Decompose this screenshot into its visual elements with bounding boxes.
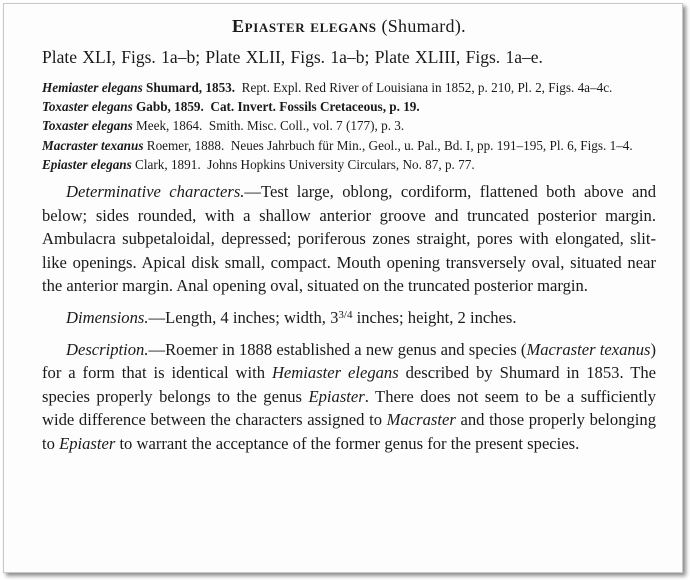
- description-heading: Description.: [66, 339, 149, 359]
- dimensions-text-before: —Length, 4 inches; width, 3: [148, 307, 339, 327]
- synonym-author: Roemer, 1888.: [146, 137, 225, 153]
- synonym-author: Clark, 1891.: [135, 156, 201, 172]
- synonym-reference: Rept. Expl. Red River of Louisiana in 1852, p. 210, Pl. 2, Figs. 4a–4c.: [241, 80, 613, 95]
- synonym-reference: Smith. Misc. Coll., vol. 7 (177), p. 3.: [208, 118, 405, 134]
- synonym-name: Macraster texanus: [42, 137, 144, 153]
- description-taxon: Epiaster: [59, 433, 116, 453]
- species-title: [42, 16, 656, 37]
- synonymy-entry: [42, 78, 656, 97]
- synonym-reference: Johns Hopkins University Circulars, No. 87, p. 77.: [207, 156, 475, 172]
- synonym-author: Meek, 1864.: [136, 118, 203, 134]
- description-taxon: Macraster: [386, 410, 456, 430]
- description-text: described by Shumard in 1853. The species properly belongs to the genus: [42, 363, 656, 406]
- synonymy-list: [42, 78, 656, 174]
- description-taxon: Hemiaster elegans: [271, 363, 399, 383]
- dimensions-text-after: inches; height, 2 inches.: [352, 307, 517, 327]
- synonymy-entry: [42, 136, 656, 155]
- synonym-name: Epiaster elegans: [42, 156, 132, 172]
- determinative-characters-paragraph: [42, 180, 656, 298]
- synonym-reference: Neues Jahrbuch für Min., Geol., u. Pal., Bd. I, pp. 191–195, Pl. 6, Figs. 1–4.: [230, 137, 633, 153]
- synonymy-entry: [42, 97, 656, 116]
- synonym-author: Shumard, 1853.: [146, 80, 236, 95]
- determinative-heading: Determinative characters.: [66, 182, 245, 202]
- description-text: ) for a form that is identical with: [42, 339, 656, 383]
- description-paragraph: [42, 338, 656, 456]
- dimensions-heading: Dimensions.: [66, 307, 149, 327]
- description-text: to warrant the acceptance of the former genus for the present species.: [115, 433, 580, 453]
- synonymy-entry: [42, 155, 656, 174]
- dimensions-fraction: 3/4: [338, 308, 353, 321]
- plate-references: Plate XLI, Figs. 1a–b; Plate XLII, Figs. 1a–b; Plate XLIII, Figs. 1a–e.: [42, 47, 543, 67]
- description-text: —Roemer in 1888 established a new genus and species (: [148, 339, 527, 359]
- synonymy-entry: [42, 116, 656, 135]
- synonym-name: Hemiaster elegans: [42, 80, 143, 95]
- synonym-reference: Cat. Invert. Fossils Cretaceous, p. 19.: [210, 99, 420, 115]
- determinative-text: —Test large, oblong, cordiform, flattened both above and below; sides rounded, with a shallow anterior groove and truncated posterior margin. Ambulacra subpetaloidal, depressed; poriferous zones straight, pores with elongated, slit-like openings. Apical disk small, compact. Mouth opening transversely oval, situated near the anterior margin. Anal opening oval, situated on the truncated posterior margin.: [42, 182, 656, 296]
- document-page: [42, 14, 656, 456]
- synonym-author: Gabb, 1859.: [136, 99, 204, 115]
- species-name: Epiaster elegans: [232, 16, 377, 36]
- synonym-name: Toxaster elegans: [42, 99, 133, 115]
- description-taxon: Macraster texanus: [526, 339, 651, 359]
- description-taxon: Epiaster: [308, 386, 365, 406]
- dimensions-paragraph: [42, 304, 656, 330]
- synonym-name: Toxaster elegans: [42, 118, 133, 134]
- species-author: (Shumard).: [381, 16, 466, 36]
- description-text: and those properly belonging to: [42, 410, 656, 453]
- page-frame: [3, 3, 683, 573]
- description-text: . There does not seem to be a sufficiently wide difference between the characters assigned to: [42, 386, 656, 430]
